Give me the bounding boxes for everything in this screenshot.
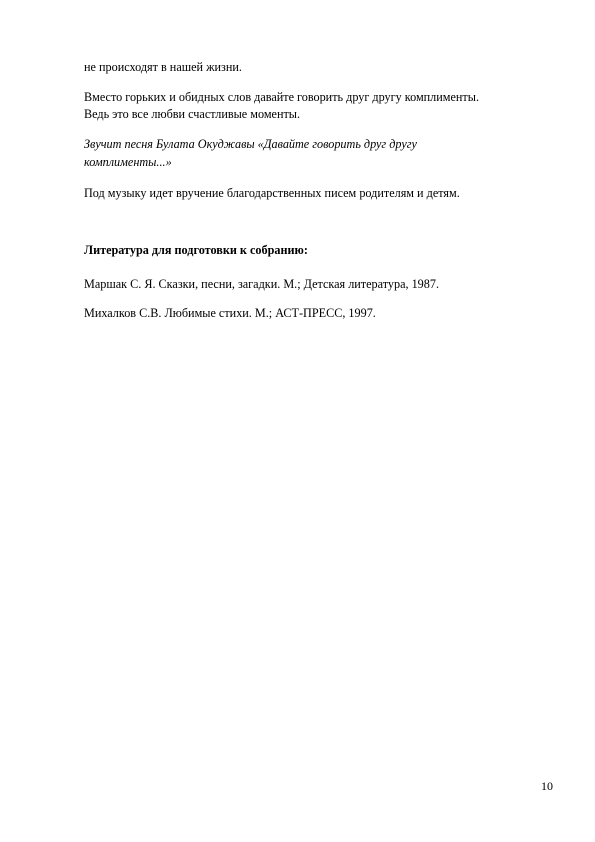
page-number: 10 — [541, 779, 553, 793]
literature-item: Михалков С.В. Любимые стихи. М.; АСТ-ПРЕСС, 1997. — [84, 306, 376, 320]
compliments-paragraph-line-1: Вместо горьких и обидных слов давайте говорить друг другу комплименты. — [84, 90, 479, 104]
continuation-line: не происходят в нашей жизни. — [84, 60, 242, 74]
song-note-line-2: комплименты...» — [84, 155, 172, 169]
awards-line: Под музыку идет вручение благодарственных писем родителям и детям. — [84, 186, 460, 200]
literature-item: Маршак С. Я. Сказки, песни, загадки. М.; Детская литература, 1987. — [84, 277, 440, 291]
compliments-paragraph-line-2: Ведь это все любви счастливые моменты. — [84, 107, 301, 121]
literature-heading: Литература для подготовки к собранию: — [84, 243, 308, 257]
song-note-line-1: Звучит песня Булата Окуджавы «Давайте говорить друг другу — [84, 137, 417, 151]
